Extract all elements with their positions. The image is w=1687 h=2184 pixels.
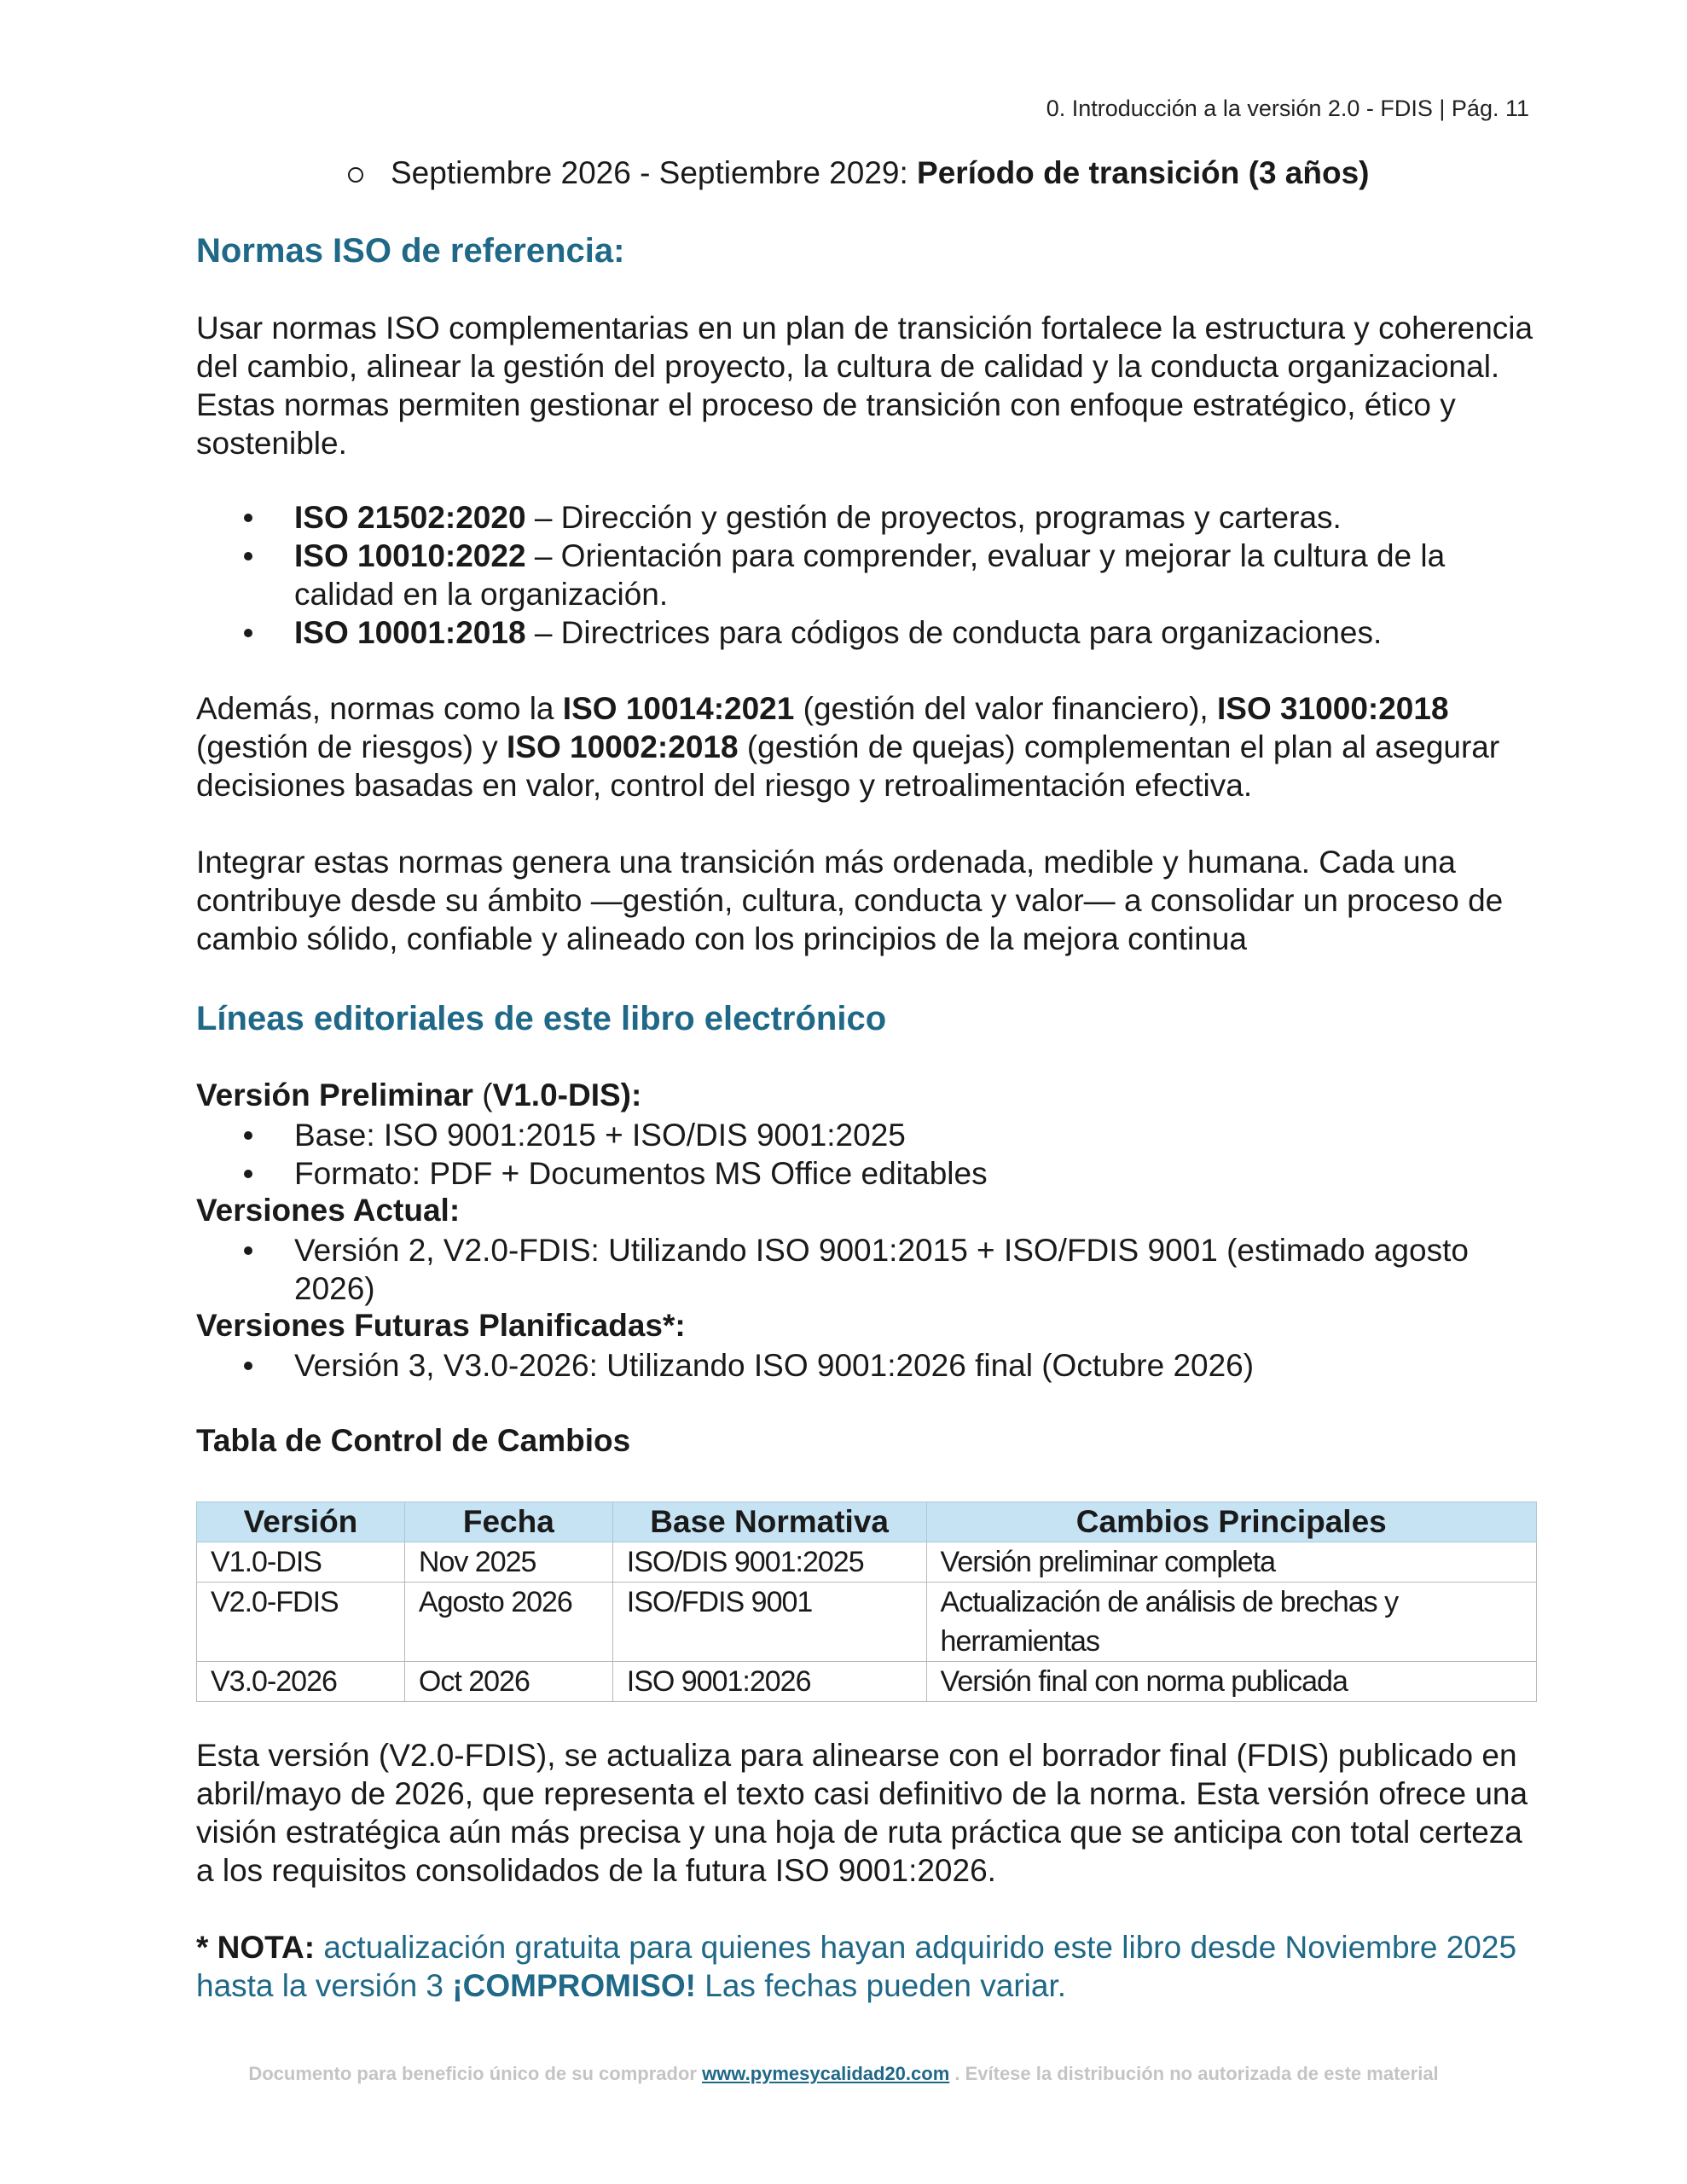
iso-intro: Usar normas ISO complementarias en un plan de transición fortalece la estructura y coherencia del cambio, alinear la gestión del proyecto, la cultura de calidad y la conducta organizacional. Estas normas permiten gestionar el proceso de transición con enfoque estratégico, ético y sostenible. xyxy=(196,311,1533,461)
column-header: Base Normativa xyxy=(612,1502,926,1542)
iso-code: ISO 21502:2020 xyxy=(294,500,526,535)
iso-code: ISO 31000:2018 xyxy=(1216,691,1449,726)
iso-list xyxy=(196,498,1535,652)
future-title: Versiones Futuras Planificadas*: xyxy=(196,1308,686,1343)
table-cell: Versión final con norma publicada xyxy=(926,1662,1536,1702)
table-cell: Actualización de análisis de brechas y herramientas xyxy=(926,1583,1536,1662)
change-control-table xyxy=(196,1502,1537,1702)
list-item xyxy=(196,1116,1535,1154)
bullet-icon xyxy=(244,1362,252,1370)
text-run: (gestión de riesgos) y xyxy=(196,729,507,764)
list-item xyxy=(196,537,1535,613)
page-header: 0. Introducción a la versión 2.0 - FDIS | Pág. 11 xyxy=(1046,96,1529,121)
text-run: Versión Preliminar xyxy=(196,1077,473,1112)
iso-code: ISO 10002:2018 xyxy=(507,729,739,764)
transition-period xyxy=(348,154,1542,192)
iso-code: ISO 10014:2021 xyxy=(562,691,795,726)
column-header: Versión xyxy=(197,1502,405,1542)
text-run: V1.0-DIS): xyxy=(492,1077,642,1112)
text-run: Además, normas como la xyxy=(196,691,563,726)
list-item-text: Versión 3, V3.0-2026: Utilizando ISO 9001:2026 final (Octubre 2026) xyxy=(294,1348,1255,1383)
column-header: Fecha xyxy=(404,1502,612,1542)
table-header-row xyxy=(197,1502,1537,1542)
editorial-heading: Líneas editoriales de este libro electrónico xyxy=(196,1000,887,1037)
transition-bold: Período de transición (3 años) xyxy=(917,155,1370,190)
list-item-text: Versión 2, V2.0-FDIS: Utilizando ISO 9001:2015 + ISO/FDIS 9001 (estimado agosto 2026) xyxy=(294,1233,1469,1306)
table-cell: Nov 2025 xyxy=(404,1542,612,1583)
text-run: ( xyxy=(472,1077,493,1112)
iso-closing: Integrar estas normas genera una transición más ordenada, medible y humana. Cada una contribuye desde su ámbito —gestión, cultura, conducta y valor— a consolidar un proceso de cambio sólido, confiable y alineado con los principios de la mejora continua xyxy=(196,845,1504,956)
footer-text: Documento para beneficio único de su comprador xyxy=(248,2063,703,2084)
footer-text-end: . Evítese la distribución no autorizada de este material xyxy=(949,2063,1439,2084)
iso-description: – Dirección y gestión de proyectos, programas y carteras. xyxy=(525,500,1342,535)
circle-bullet-icon xyxy=(348,167,363,183)
bullet-icon xyxy=(244,1131,252,1140)
list-item xyxy=(196,1231,1539,1308)
table-cell: V3.0-2026 xyxy=(197,1662,405,1702)
table-cell: V1.0-DIS xyxy=(197,1542,405,1583)
table-cell: ISO/FDIS 9001 xyxy=(612,1583,926,1662)
bullet-icon xyxy=(244,552,252,561)
table-cell: Oct 2026 xyxy=(404,1662,612,1702)
table-cell: Versión preliminar completa xyxy=(926,1542,1536,1583)
table-cell: ISO/DIS 9001:2025 xyxy=(612,1542,926,1583)
list-item xyxy=(196,1346,1535,1385)
iso-extra-paragraph xyxy=(196,689,1535,804)
iso-heading: Normas ISO de referencia: xyxy=(196,232,625,270)
iso-description: – Directrices para códigos de conducta para organizaciones. xyxy=(525,615,1383,650)
transition-text: Septiembre 2026 - Septiembre 2029: xyxy=(391,155,918,190)
table-cell: Agosto 2026 xyxy=(404,1583,612,1662)
preliminary-list xyxy=(196,1116,1535,1193)
list-item xyxy=(196,498,1535,537)
column-header: Cambios Principales xyxy=(926,1502,1536,1542)
text-run: (gestión del valor financiero), xyxy=(794,691,1217,726)
list-item-text: Base: ISO 9001:2015 + ISO/DIS 9001:2025 xyxy=(294,1118,906,1153)
bullet-icon xyxy=(244,629,252,637)
list-item-text: Formato: PDF + Documentos MS Office editables xyxy=(294,1156,988,1191)
table-title: Tabla de Control de Cambios xyxy=(196,1423,631,1458)
page-footer xyxy=(0,2063,1687,2085)
list-item xyxy=(196,1154,1535,1193)
nota-text-end: Las fechas pueden variar. xyxy=(696,1968,1067,2003)
nota-text: actualización gratuita para quienes hayan adquirido este libro desde Noviembre 2025 hasta la versión 3 xyxy=(196,1930,1517,2003)
footer-link[interactable]: www.pymesycalidad20.com xyxy=(702,2063,950,2084)
table-row xyxy=(197,1583,1537,1662)
table-row xyxy=(197,1542,1537,1583)
iso-code: ISO 10001:2018 xyxy=(294,615,526,650)
bullet-icon xyxy=(244,1170,252,1178)
nota-label: * NOTA: xyxy=(196,1930,316,1965)
list-item xyxy=(196,613,1535,652)
iso-code: ISO 10010:2022 xyxy=(294,538,526,573)
nota-bold: ¡COMPROMISO! xyxy=(452,1968,696,2003)
nota-paragraph xyxy=(196,1928,1535,2005)
current-title: Versiones Actual: xyxy=(196,1193,461,1228)
table-cell: ISO 9001:2026 xyxy=(612,1662,926,1702)
bullet-icon xyxy=(244,514,252,522)
version-note: Esta versión (V2.0-FDIS), se actualiza para alinearse con el borrador final (FDIS) publicado en abril/mayo de 2026, que representa el texto casi definitivo de la norma. Esta versión ofrece una visión estratégica aún más precisa y una hoja de ruta práctica que se anticipa con total certeza a los requisitos consolidados de la futura ISO 9001:2026. xyxy=(196,1738,1528,1888)
table-cell: V2.0-FDIS xyxy=(197,1583,405,1662)
future-list xyxy=(196,1346,1535,1385)
iso-description: – Orientación para comprender, evaluar y mejorar la cultura de la calidad en la organización. xyxy=(294,538,1446,612)
preliminary-title xyxy=(196,1077,641,1113)
text-run: (gestión de quejas) complementan el plan al asegurar decisiones basadas en valor, control del riesgo y retroalimentación efectiva. xyxy=(196,729,1500,803)
current-list xyxy=(196,1231,1539,1308)
bullet-icon xyxy=(244,1246,252,1255)
table-row xyxy=(197,1662,1537,1702)
